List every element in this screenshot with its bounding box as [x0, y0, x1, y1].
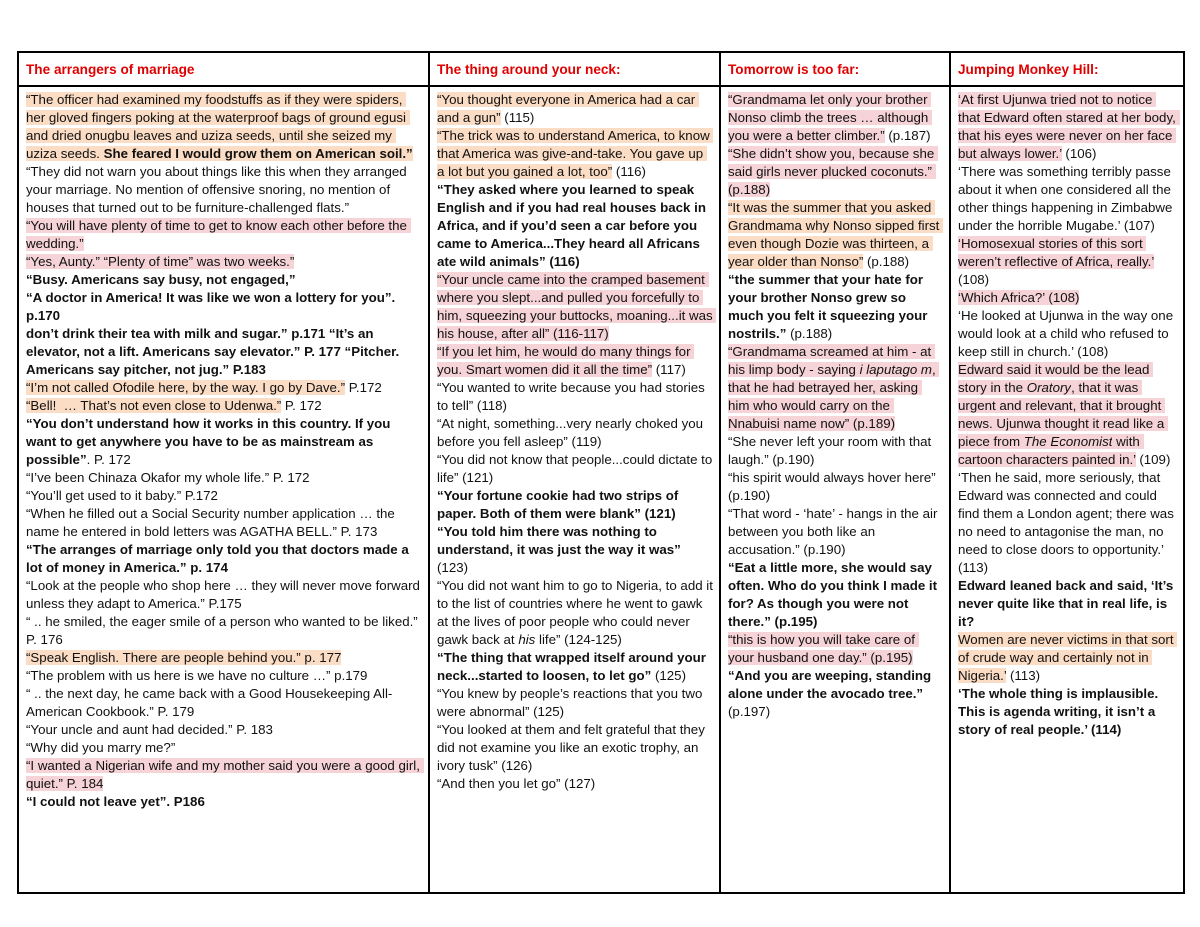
quote-entry	[437, 181, 713, 271]
quote-text: “Your fortune cookie had two strips of paper. Both of them were blank” (121)	[437, 488, 683, 521]
quote-text: “Busy. Americans say busy, not engaged,”	[26, 272, 296, 287]
quote-text: his	[518, 632, 536, 647]
quote-text: ‘There was something terribly passe about it when one considered all the other things happening in Zimbabwe under the horrible Mugabe.’ (107)	[958, 164, 1177, 233]
quote-text: “It was the summer that you asked Grandmama why Nonso sipped first even though Dozie was thirteen, a year older than Nonso”	[728, 200, 944, 269]
quote-entry	[26, 253, 422, 271]
quote-entry	[26, 271, 422, 289]
column-tomorrow-is-too-far	[720, 86, 950, 893]
quote-entry	[958, 91, 1180, 163]
quote-entry	[26, 415, 422, 469]
quote-text: “The thing that wrapped itself around your neck...started to loosen, to let go”	[437, 650, 710, 683]
quote-text: The Economist	[1023, 434, 1113, 449]
quote-entry	[26, 505, 422, 541]
quote-entry	[958, 163, 1177, 235]
quote-text: “If you let him, he would do many things for you. Smart women did it all the time”	[437, 344, 695, 377]
quote-text: (109)	[1135, 452, 1171, 467]
quote-entry	[437, 451, 716, 487]
quote-text: P. 172	[281, 398, 322, 413]
quote-text: (p.187)	[884, 128, 931, 143]
quote-text: “You did not want him to go to Nigeria, to add it to the list of countries where he went to gawk at the lives of poor people who could never gawk back at	[437, 578, 717, 647]
quote-text: “Your uncle came into the cramped basement where you slept...and pulled you forcefully to him, squeezing your buttocks, moaning...it was his house, after all” (116-117)	[437, 272, 717, 341]
quote-text: ‘Homosexual stories of this sort weren’t reflective of Africa, really.’	[958, 236, 1154, 269]
quote-text: “She never left your room with that laugh.” (p.190)	[728, 434, 935, 467]
quote-entry	[26, 487, 422, 505]
quote-text: (106)	[1061, 146, 1097, 161]
quote-entry	[26, 541, 422, 577]
column-thing-around-your-neck	[429, 86, 720, 893]
quote-text: Women are never victims in that sort of crude way and certainly not in Nigeria.’	[958, 632, 1178, 683]
quote-text: “The problem with us here is we have no culture …” p.179	[26, 668, 368, 683]
quote-entry	[26, 469, 422, 487]
quote-entry	[958, 307, 1177, 361]
quote-entry	[728, 433, 943, 469]
quote-entry	[437, 523, 713, 577]
quote-text: , that it was urgent and relevant, that it brought news. Ujunwa thought it read like a piece from	[958, 380, 1168, 449]
quote-text: “I’m not called Ofodile here, by the way. I go by Dave.”	[26, 380, 346, 395]
quote-text: Oratory	[1026, 380, 1072, 395]
quote-text: i laputago m	[859, 362, 933, 377]
quote-text: (123)	[437, 542, 685, 575]
quote-text: “Why did you marry me?”	[26, 740, 176, 755]
quote-entry	[728, 271, 943, 343]
quote-entry	[437, 91, 713, 127]
quote-text: “You’ll get used to it baby.” P.172	[26, 488, 218, 503]
quote-text: (117)	[652, 362, 686, 377]
quote-text: “this is how you will take care of your husband one day.” (p.195)	[728, 632, 919, 665]
quote-entry	[26, 289, 422, 325]
quote-text: “And then you let go” (127)	[437, 776, 596, 791]
quote-text: “the summer that your hate for your brother Nonso grew so much you felt it squeezing your nostrils.”	[728, 272, 932, 341]
quote-text: . P. 172	[86, 452, 131, 467]
quote-entry	[437, 379, 713, 415]
quote-entry	[958, 577, 1177, 631]
quote-text: “At night, something...very nearly choked you before you fell asleep” (119)	[437, 416, 707, 449]
quotes-table	[17, 51, 1185, 894]
quote-text: “Your uncle and aunt had decided.” P. 183	[26, 722, 273, 737]
quote-entry	[26, 739, 422, 757]
quote-entry	[26, 163, 422, 217]
quote-text: “I wanted a Nigerian wife and my mother said you were a good girl, quiet.” P. 184	[26, 758, 424, 791]
quote-text: (115)	[500, 110, 535, 125]
quote-entry	[437, 775, 713, 793]
quote-entry	[437, 685, 713, 721]
quote-text: “The officer had examined my foodstuffs as if they were spiders, her gloved fingers poking at the waterproof bags of ground egusi and dried onugbu leaves and uziza seeds, until she seized my uziza seeds.	[26, 92, 410, 161]
quote-text: “A doctor in America! It was like we won a lottery for you”. p.170	[26, 290, 399, 323]
quote-text: (p.197)	[728, 686, 927, 719]
quote-text: “Look at the people who shop here … they will never move forward unless they adapt to America.” P.175	[26, 578, 424, 611]
quote-entry	[728, 91, 943, 145]
quote-entry	[26, 577, 422, 613]
quote-text: She feared I would grow them on American soil.”	[103, 146, 413, 161]
quote-text: “I could not leave yet”. P186	[26, 794, 205, 809]
header-jumping-monkey-hill: Jumping Monkey Hill:	[950, 52, 1184, 86]
column-arrangers-of-marriage	[18, 86, 429, 893]
header-row	[18, 52, 1184, 86]
quote-entry	[437, 271, 717, 343]
quote-text: “his spirit would always hover here” (p.190)	[728, 470, 940, 503]
quote-text: don’t drink their tea with milk and sugar.” p.171 “It’s an elevator, not a lift. Americans say elevator.” P. 177 “Pitcher. Americans say pitcher, not jug.” P.183	[26, 326, 403, 377]
quote-text: (125)	[651, 668, 687, 683]
quotes-row	[18, 86, 1184, 893]
quote-text: Edward said it would be the lead story in the	[958, 362, 1154, 395]
quote-text: (116)	[612, 164, 646, 179]
quote-entry	[728, 199, 943, 271]
quote-entry	[26, 793, 422, 811]
quote-entry	[26, 325, 422, 379]
quote-entry	[958, 685, 1177, 739]
quote-text: P.172	[345, 380, 382, 395]
quote-entry	[437, 577, 717, 649]
quote-text: “ .. he smiled, the eager smile of a person who wanted to be liked.” P. 176	[26, 614, 422, 647]
quote-entry	[437, 127, 713, 181]
quote-entry	[958, 631, 1177, 685]
quote-entry	[728, 559, 943, 631]
quote-text: (113)	[1006, 668, 1041, 683]
quote-entry	[728, 343, 943, 433]
quote-entry	[26, 397, 422, 415]
quote-entry	[26, 649, 422, 667]
quote-entry	[26, 721, 422, 739]
quote-entry	[26, 217, 422, 253]
quote-entry	[437, 343, 713, 379]
quote-text: “You did not know that people...could dictate to life” (121)	[437, 452, 716, 485]
quote-text: “You don’t understand how it works in this country. If you want to get anywhere you have to be as mainstream as possible”	[26, 416, 395, 467]
quote-text: “The trick was to understand America, to know that America was give-and-take. You gave up a lot but you gained a lot, too”	[437, 128, 714, 179]
quote-text: “You told him there was nothing to understand, it was just the way it was”	[437, 524, 681, 557]
quote-text: “You will have plenty of time to get to know each other before the wedding.”	[26, 218, 411, 251]
quote-text: ‘The whole thing is implausible. This is agenda writing, it isn’t a story of real people.’ (114)	[958, 686, 1162, 737]
header-thing-around-your-neck: The thing around your neck:	[429, 52, 720, 86]
column-jumping-monkey-hill	[950, 86, 1184, 893]
quote-text: , that he had betrayed her, asking him who would carry on the Nnabuisi name now” (p.189)	[728, 362, 940, 431]
quote-text: “You wanted to write because you had stories to tell” (118)	[437, 380, 709, 413]
quote-text: “You looked at them and felt grateful that they did not examine you like an exotic trophy, an ivory tusk” (126)	[437, 722, 709, 773]
quote-entry	[728, 667, 943, 721]
quote-entry	[26, 91, 422, 163]
quote-entry	[728, 631, 943, 667]
quote-text: “That word - ‘hate’ - hangs in the air between you both like an accusation.” (p.190)	[728, 506, 942, 557]
quote-entry	[26, 757, 422, 793]
quote-text: ‘He looked at Ujunwa in the way one would look at a child who refused to keep still in church.’ (108)	[958, 308, 1177, 359]
quote-entry	[26, 667, 422, 685]
quote-text: “They asked where you learned to speak English and if you had real houses back in Africa, and if you’d seen a car before you came to America...They heard all Africans ate wild animals” (116)	[437, 182, 710, 269]
quote-entry	[437, 721, 713, 775]
header-tomorrow-is-too-far: Tomorrow is too far:	[720, 52, 950, 86]
quote-entry	[728, 469, 943, 505]
quote-text: “Yes, Aunty.” “Plenty of time” was two weeks.”	[26, 254, 295, 269]
quote-text: “You knew by people’s reactions that you two were abnormal” (125)	[437, 686, 707, 719]
quote-text: (p.188)	[863, 254, 910, 269]
quote-text: “ .. the next day, he came back with a Good Housekeeping All-American Cookbook.” P. 179	[26, 686, 393, 719]
quote-text: “Bell! … That’s not even close to Udenwa.”	[26, 398, 282, 413]
quote-entry	[437, 415, 713, 451]
quote-text: “You thought everyone in America had a car and a gun”	[437, 92, 699, 125]
quote-text: “And you are weeping, standing alone under the avocado tree.”	[728, 668, 935, 701]
quote-entry	[958, 235, 1177, 289]
quote-entry	[437, 487, 713, 523]
quote-text: “Grandmama screamed at him - at his limp body - saying	[728, 344, 935, 377]
quote-entry	[26, 685, 422, 721]
quote-text: “She didn’t show you, because she said girls never plucked coconuts.” (p.188)	[728, 146, 938, 197]
quote-text: ‘At first Ujunwa tried not to notice that Edward often stared at her body, that his eyes were never on her face but always lower.’	[958, 92, 1180, 161]
quote-text: “Speak English. There are people behind you.” p. 177	[26, 650, 342, 665]
quote-entry	[958, 361, 1177, 469]
quote-entry	[728, 145, 943, 199]
quote-entry	[26, 613, 422, 649]
quote-text: “When he filled out a Social Security number application … the name he entered in bold letters was AGATHA BELL.” P. 173	[26, 506, 399, 539]
quote-entry	[437, 649, 713, 685]
quote-entry	[958, 469, 1177, 577]
quote-entry	[958, 289, 1177, 307]
quote-text: “The arranges of marriage only told you that doctors made a lot of money in America.” p. 174	[26, 542, 413, 575]
quote-text: (p.188)	[786, 326, 833, 341]
quote-text: (108)	[958, 254, 1158, 287]
quote-text: ‘Which Africa?’ (108)	[958, 290, 1080, 305]
quote-text: “Eat a little more, she would say often. Who do you think I made it for? As though you were not there.” (p.195)	[728, 560, 941, 629]
quote-text: life” (124-125)	[535, 632, 622, 647]
quote-text: Edward leaned back and said, ‘It’s never quite like that in real life, is it?	[958, 578, 1177, 629]
quote-text: “Grandmama let only your brother Nonso climb the trees … although you were a better climber.”	[728, 92, 933, 143]
quote-entry	[26, 379, 422, 397]
header-arrangers-of-marriage: The arrangers of marriage	[18, 52, 429, 86]
quote-entry	[728, 505, 943, 559]
quote-text: ‘Then he said, more seriously, that Edward was connected and could find them a London agent; there was no need to antagonise the man, no need to close doors to opportunity.’ (113)	[958, 470, 1178, 575]
quote-text: with cartoon characters painted in.’	[958, 434, 1144, 467]
quote-text: “They did not warn you about things like this when they arranged your marriage. No mention of offensive snoring, no mention of houses that turned out to be furniture-challenged flats.”	[26, 164, 411, 215]
quote-text: “I’ve been Chinaza Okafor my whole life.” P. 172	[26, 470, 310, 485]
